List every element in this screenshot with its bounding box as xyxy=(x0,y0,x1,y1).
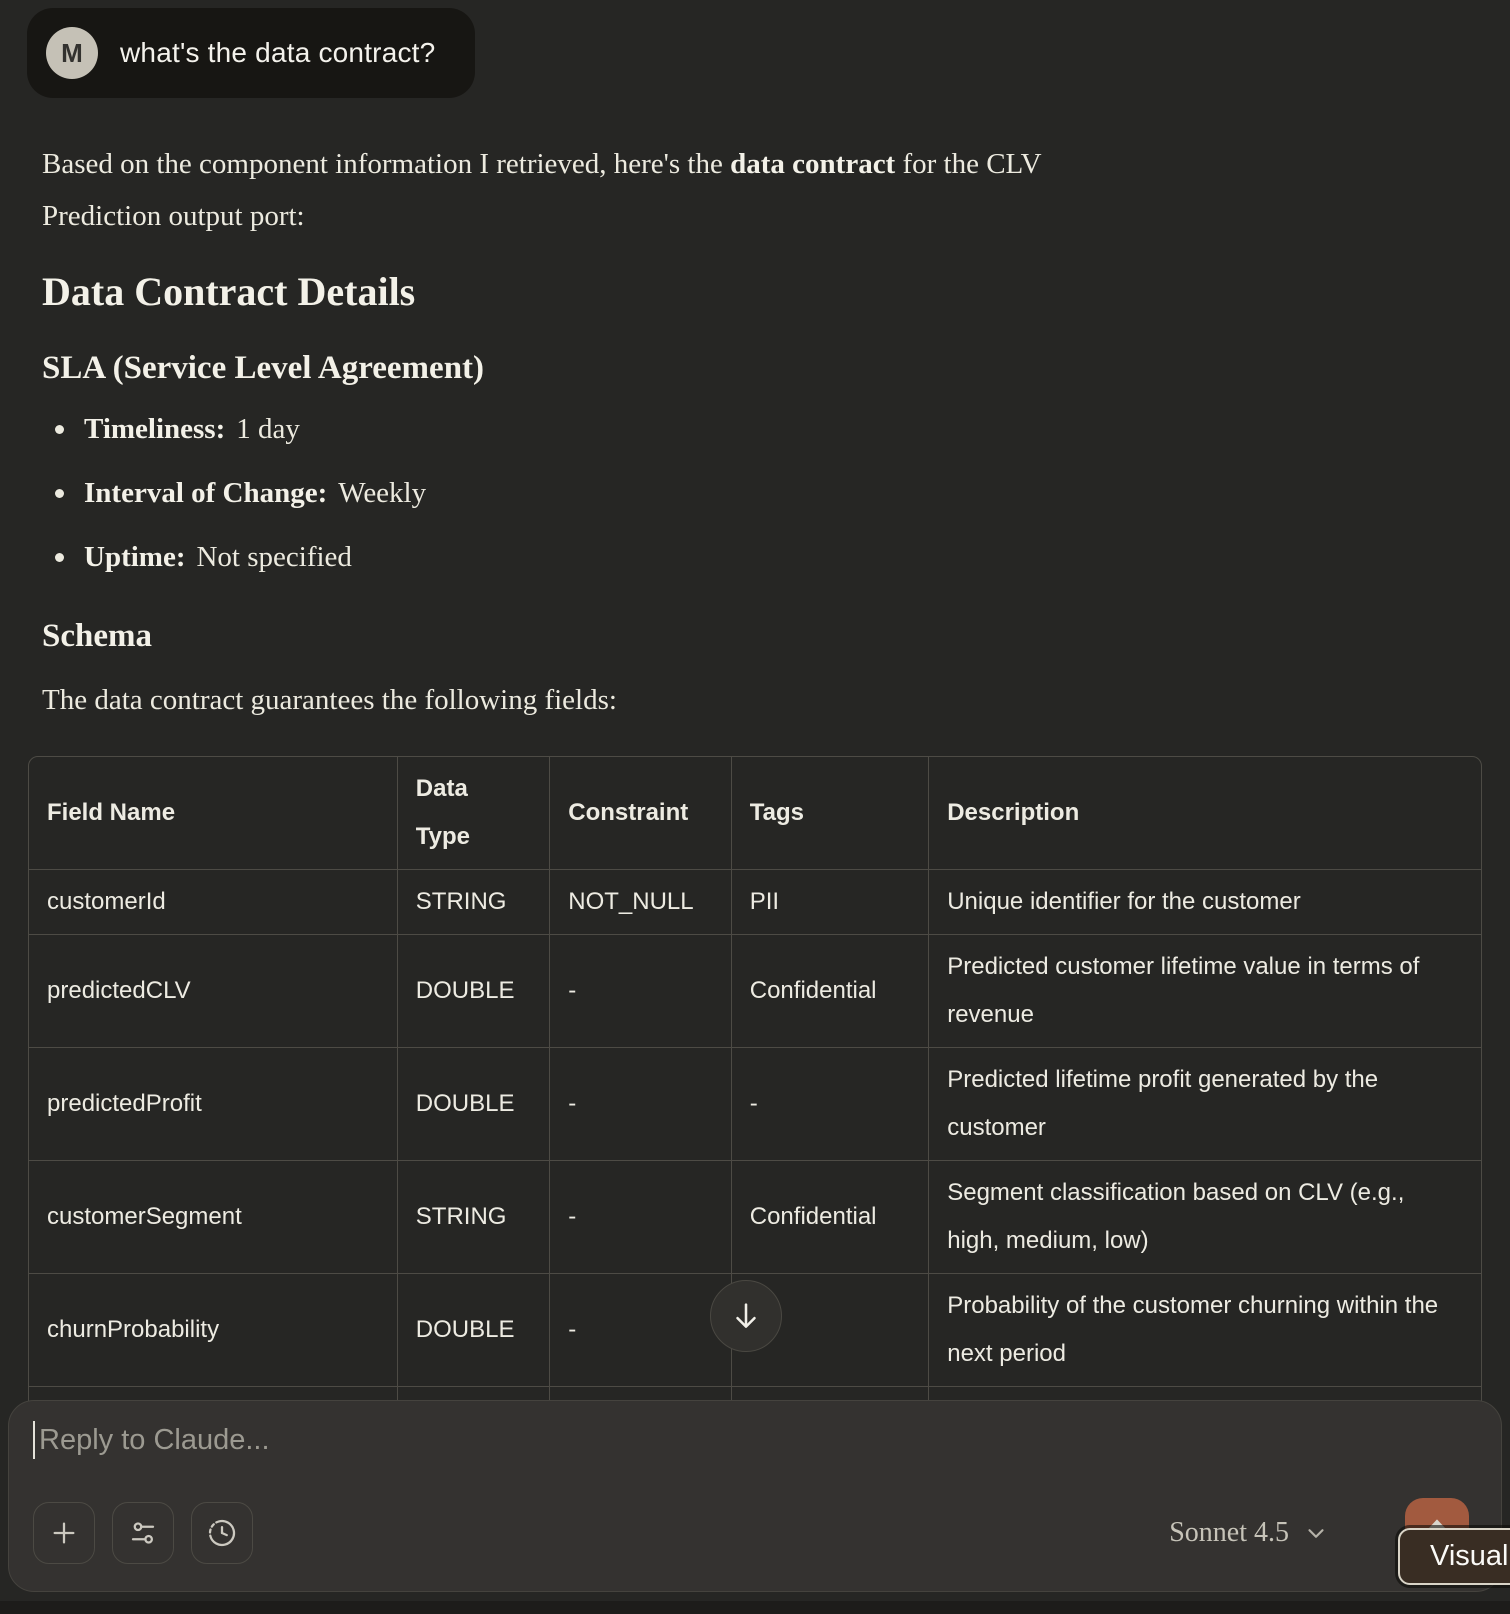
sla-value: 1 day xyxy=(236,413,300,445)
table-cell: PII xyxy=(732,870,929,935)
chevron-down-icon xyxy=(1303,1520,1329,1546)
sla-list xyxy=(42,410,1468,576)
avatar: M xyxy=(46,27,98,79)
table-cell: - xyxy=(732,1048,929,1161)
table-cell: predictedCLV xyxy=(29,935,398,1048)
heading-schema: Schema xyxy=(42,618,152,654)
list-item xyxy=(42,538,1468,576)
visual-tooltip-label: Visual xyxy=(1430,1540,1509,1572)
table-cell: Segment classification based on CLV (e.g., high, medium, low) xyxy=(929,1161,1481,1274)
table-row xyxy=(29,870,1481,935)
intro-line1-end: for the CLV xyxy=(895,148,1042,180)
col-header-constraint: Constraint xyxy=(550,757,732,870)
col-header-field-name: Field Name xyxy=(29,757,398,870)
sla-value: Weekly xyxy=(338,477,427,509)
table-row xyxy=(29,1048,1481,1161)
table-cell: Unique identifier for the customer xyxy=(929,870,1481,935)
table-cell: NOT_NULL xyxy=(550,870,732,935)
table-cell: Predicted lifetime profit generated by the customer xyxy=(929,1048,1481,1161)
text-cursor xyxy=(33,1421,35,1459)
table-row xyxy=(29,1161,1481,1274)
arrow-down-icon xyxy=(729,1299,763,1333)
history-button[interactable] xyxy=(191,1502,253,1564)
intro-line2: Prediction output port: xyxy=(42,200,305,232)
composer xyxy=(8,1400,1502,1592)
table-cell: customerId xyxy=(29,870,398,935)
tools-button[interactable] xyxy=(112,1502,174,1564)
table-cell: DOUBLE xyxy=(398,935,550,1048)
heading-sla: SLA (Service Level Agreement) xyxy=(42,350,485,386)
col-header-data-type: Data Type xyxy=(398,757,550,870)
reply-input[interactable] xyxy=(9,1401,1501,1459)
scroll-to-bottom-button[interactable] xyxy=(710,1280,782,1352)
table-cell: DOUBLE xyxy=(398,1274,550,1387)
table-cell: Confidential xyxy=(732,935,929,1048)
table-cell: Confidential xyxy=(732,1161,929,1274)
model-selector[interactable] xyxy=(1169,1517,1329,1549)
table-cell: DOUBLE xyxy=(398,1048,550,1161)
clock-icon xyxy=(206,1517,238,1549)
table-header-row xyxy=(29,757,1481,870)
table-cell: predictedProfit xyxy=(29,1048,398,1161)
intro-bold: data contract xyxy=(730,148,896,180)
sla-label: Timeliness: xyxy=(84,413,226,445)
intro-paragraph xyxy=(42,138,1468,242)
table-cell: - xyxy=(550,1048,732,1161)
table-cell: - xyxy=(550,935,732,1048)
table-cell: customerSegment xyxy=(29,1161,398,1274)
sla-label: Uptime: xyxy=(84,541,186,573)
table-cell: Predicted customer lifetime value in terms of revenue xyxy=(929,935,1481,1048)
bottom-strip xyxy=(0,1601,1510,1614)
visual-tooltip xyxy=(1398,1528,1510,1585)
heading-data-contract-details: Data Contract Details xyxy=(42,269,416,314)
sla-label: Interval of Change: xyxy=(84,477,328,509)
schema-intro: The data contract guarantees the following fields: xyxy=(42,684,617,716)
list-item xyxy=(42,474,1468,512)
intro-prefix: Based on the component information I retrieved, here's the xyxy=(42,148,731,180)
sla-value: Not specified xyxy=(196,541,352,573)
reply-placeholder: Reply to Claude... xyxy=(39,1424,270,1456)
assistant-response xyxy=(42,138,1468,1448)
table-cell: STRING xyxy=(398,1161,550,1274)
col-header-description: Description xyxy=(929,757,1481,870)
col-header-tags: Tags xyxy=(732,757,929,870)
plus-icon xyxy=(48,1517,80,1549)
sliders-icon xyxy=(128,1518,158,1548)
table-cell: churnProbability xyxy=(29,1274,398,1387)
table-cell: Probability of the customer churning within the next period xyxy=(929,1274,1481,1387)
table-cell: - xyxy=(550,1161,732,1274)
model-label: Sonnet 4.5 xyxy=(1169,1517,1289,1548)
table-cell: - xyxy=(550,1274,732,1387)
user-message-text: what's the data contract? xyxy=(120,37,436,68)
table-row xyxy=(29,935,1481,1048)
chat-area xyxy=(0,8,1510,1448)
user-message-bubble xyxy=(27,8,475,98)
table-cell: STRING xyxy=(398,870,550,935)
attach-button[interactable] xyxy=(33,1502,95,1564)
list-item xyxy=(42,410,1468,448)
